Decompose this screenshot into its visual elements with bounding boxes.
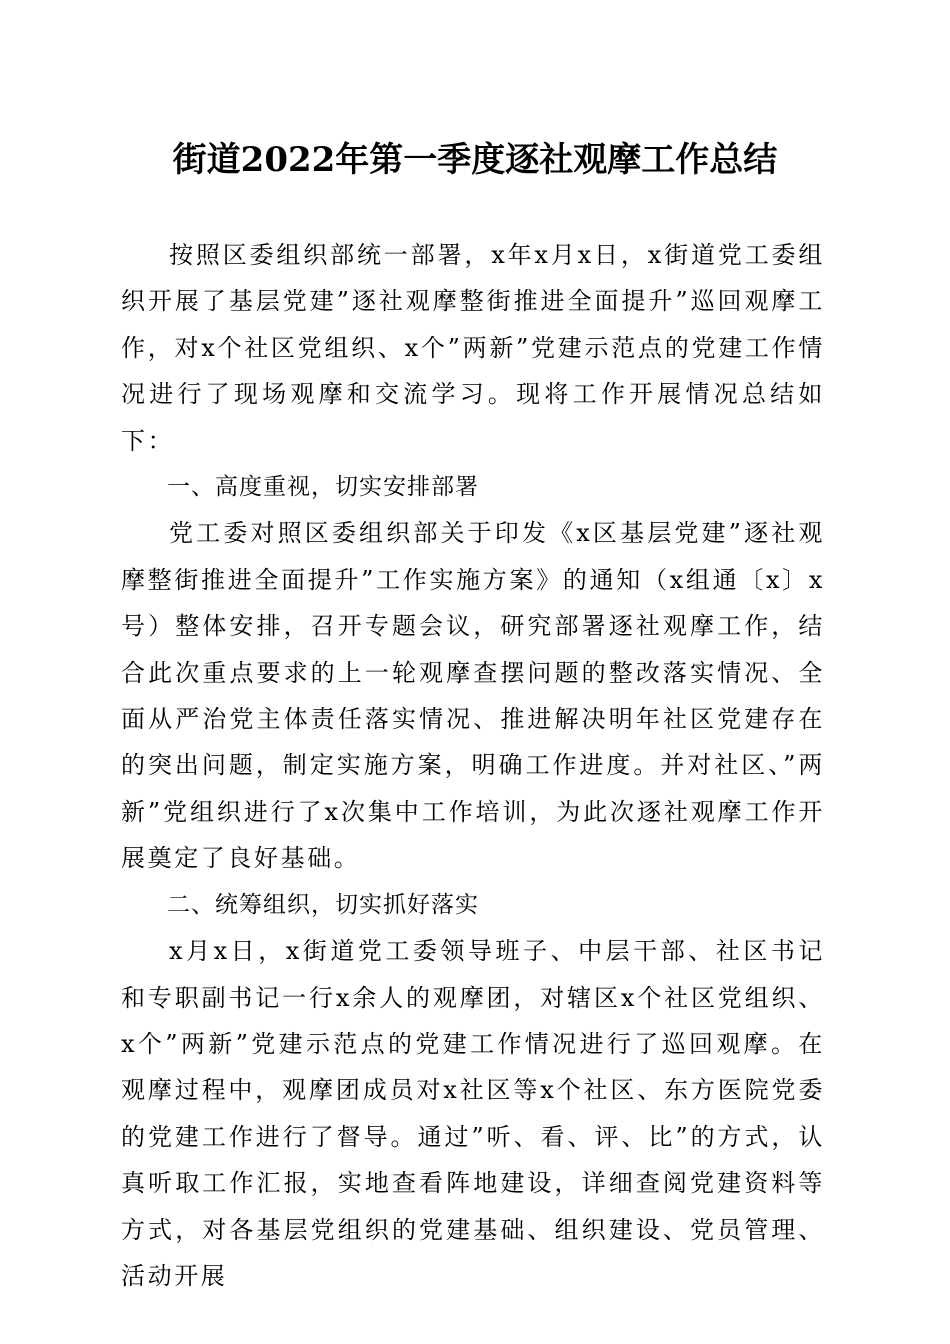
intro-paragraph: 按照区委组织部统一部署，x年x月x日，x街道党工委组织开展了基层党建”逐社观摩整街推进全面提升”巡回观摩工作，对x个社区党组织、x个”两新”党建示范点的党建工作情况进行了现场观摩和交流学习。现将工作开展情况总结如下： xyxy=(121,241,825,455)
document-body xyxy=(121,232,825,1299)
section-2-paragraph: x月x日，x街道党工委领导班子、中层干部、社区书记和专职副书记一行x余人的观摩团，对辖区x个社区党组织、x个”两新”党建示范点的党建工作情况进行了巡回观摩。在观摩过程中，观摩团成员对x社区等x个社区、东方医院党委的党建工作进行了督导。通过”听、看、评、比”的方式，认真听取工作汇报，实地查看阵地建设，详细查阅党建资料等方式，对各基层党组织的党建基础、组织建设、党员管理、活动开展 xyxy=(121,937,825,1290)
section-1-paragraph: 党工委对照区委组织部关于印发《x区基层党建”逐社观摩整街推进全面提升”工作实施方案》的通知（x组通〔x〕x号）整体安排，召开专题会议，研究部署逐社观摩工作，结合此次重点要求的上一轮观摩查摆问题的整改落实情况、全面从严治党主体责任落实情况、推进解决明年社区党建存在的突出问题，制定实施方案，明确工作进度。并对社区、”两新”党组织进行了x次集中工作培训，为此次逐社观摩工作开展奠定了良好基础。 xyxy=(121,519,825,873)
section-2-heading: 二、统筹组织，切实抓好落实 xyxy=(167,891,479,918)
section-1-heading: 一、高度重视，切实安排部署 xyxy=(167,474,479,501)
document-title: 街道2022年第一季度逐社观摩工作总结 xyxy=(172,140,778,180)
